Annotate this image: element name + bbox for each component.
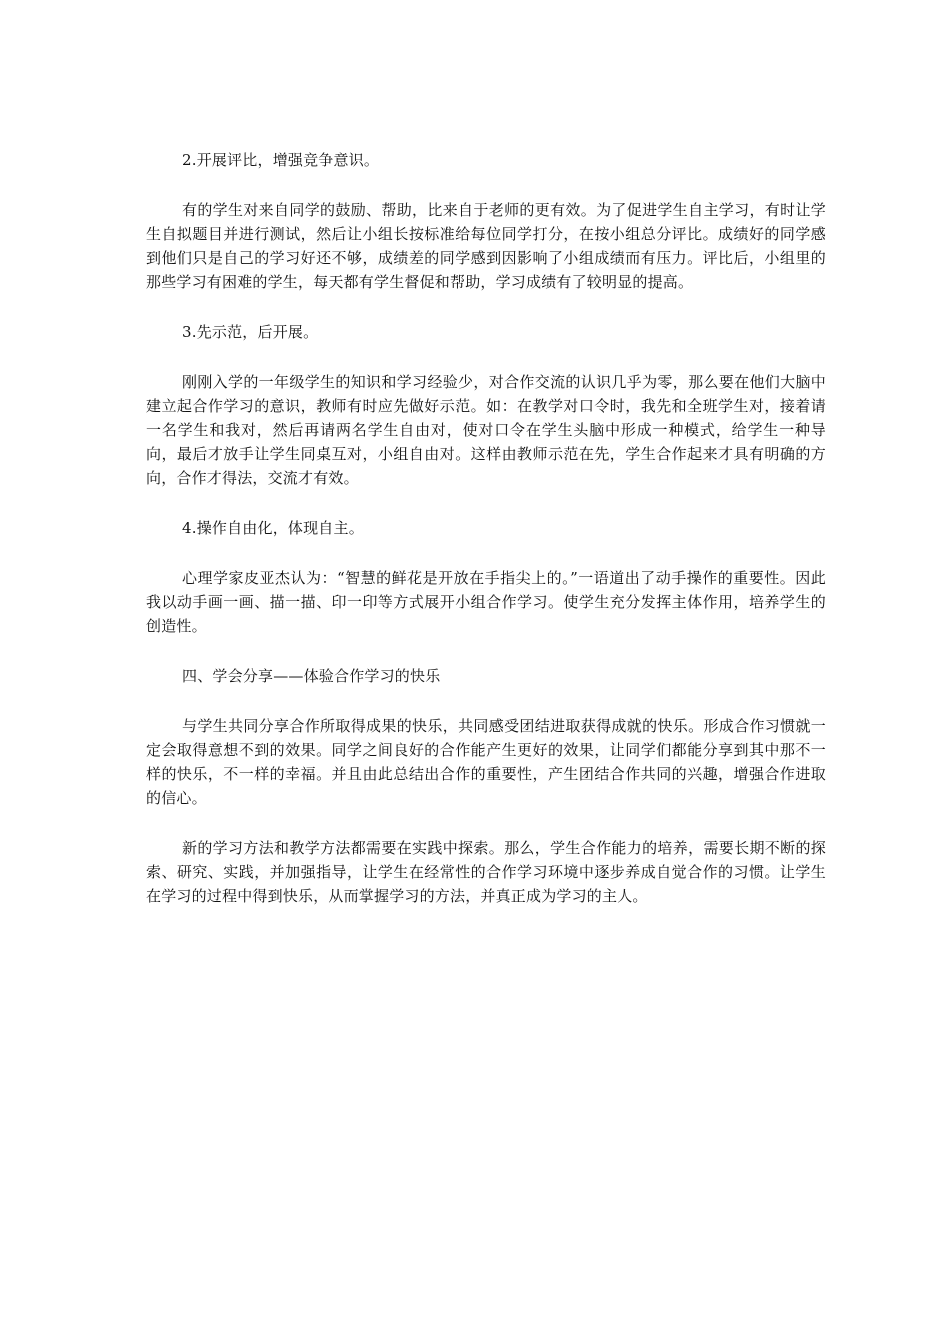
section-heading-3: 3.先示范，后开展。	[182, 323, 319, 341]
paragraph-evaluation: 有的学生对来自同学的鼓励、帮助，比来自于老师的更有效。为了促进学生自主学习，有时让学生自拟题目并进行测试，然后让小组长按标准给每位同学打分，在按小组总分评比。成绩好的同学感到他们只是自己的学习好还不够，成绩差的同学感到因影响了小组成绩而有压力。评比后，小组里的那些学习有困难的学生，每天都有学生督促和帮助，学习成绩有了较明显的提高。	[146, 201, 826, 291]
paragraph-demonstration: 刚刚入学的一年级学生的知识和学习经验少，对合作交流的认识几乎为零，那么要在他们大脑中建立起合作学习的意识，教师有时应先做好示范。如：在教学对口令时，我先和全班学生对，接着请一名学生和我对，然后再请两名学生自由对，使对口令在学生头脑中形成一种模式，给学生一种导向，最后才放手让学生同桌互对，小组自由对。这样由教师示范在先，学生合作起来才具有明确的方向，合作才得法，交流才有效。	[146, 373, 826, 487]
section-heading-2: 2.开展评比，增强竞争意识。	[182, 151, 380, 169]
document-page	[146, 148, 826, 908]
paragraph-conclusion: 新的学习方法和教学方法都需要在实践中探索。那么，学生合作能力的培养，需要长期不断的探索、研究、实践，并加强指导，让学生在经常性的合作学习环境中逐步养成自觉合作的习惯。让学生在学习的过程中得到快乐，从而掌握学习的方法，并真正成为学习的主人。	[146, 839, 826, 905]
paragraph-operation: 心理学家皮亚杰认为：“智慧的鲜花是开放在手指尖上的。”一语道出了动手操作的重要性。因此我以动手画一画、描一描、印一印等方式展开小组合作学习。使学生充分发挥主体作用，培养学生的创造性。	[146, 569, 826, 635]
paragraph-sharing: 与学生共同分享合作所取得成果的快乐，共同感受团结进取获得成就的快乐。形成合作习惯就一定会取得意想不到的效果。同学之间良好的合作能产生更好的效果，让同学们都能分享到其中那不一样的快乐，不一样的幸福。并且由此总结出合作的重要性，产生团结合作共同的兴趣，增强合作进取的信心。	[146, 717, 826, 807]
section-heading-4: 4.操作自由化，体现自主。	[182, 519, 364, 537]
section-heading-four: 四、学会分享——体验合作学习的快乐	[182, 667, 441, 685]
